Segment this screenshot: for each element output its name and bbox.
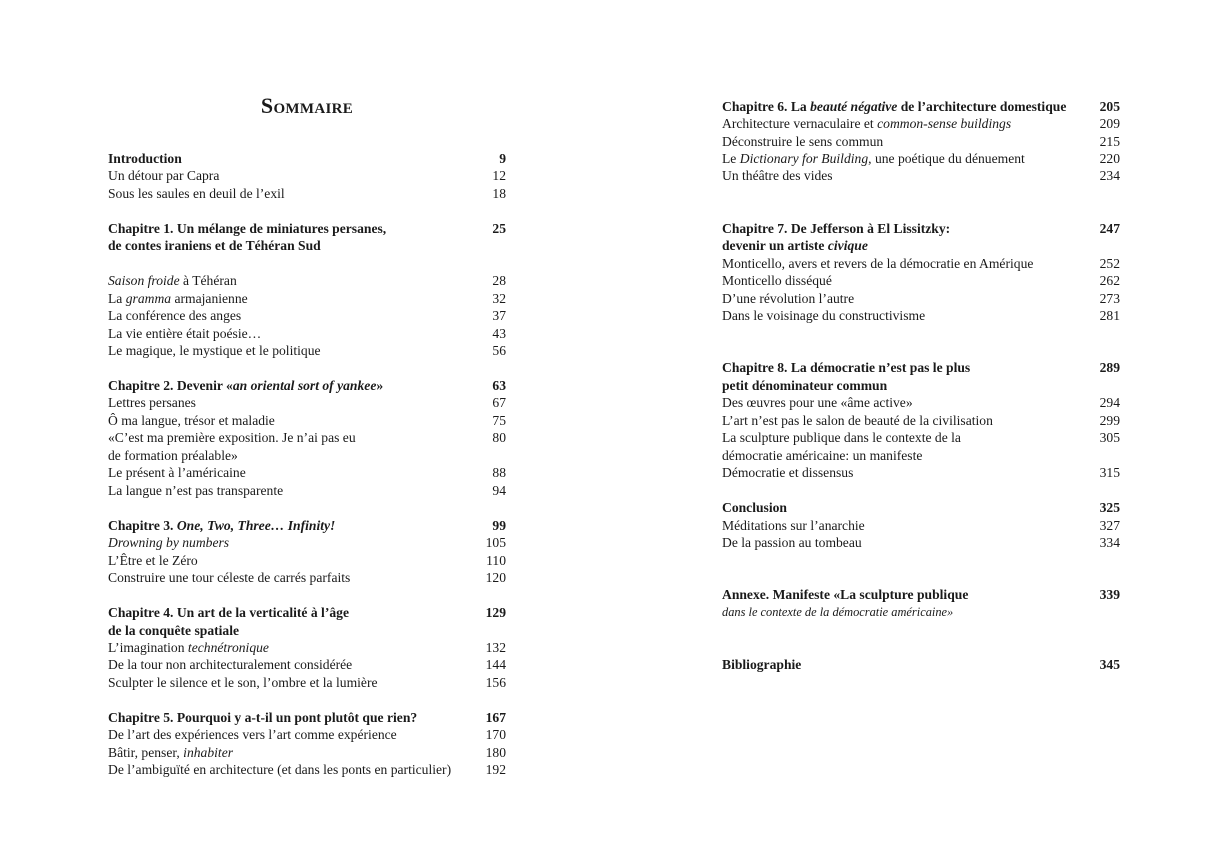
entry-title: Bâtir, penser, inhabiter <box>108 745 234 760</box>
entry-page-number: 281 <box>1099 308 1120 323</box>
right-toc-entry[interactable] <box>722 167 1120 185</box>
right-toc-entry[interactable] <box>722 98 1120 116</box>
left-toc-entry[interactable] <box>108 534 506 552</box>
entry-title: Lettres persanes <box>108 395 196 410</box>
left-toc-entry[interactable] <box>108 412 506 430</box>
entry-title: Chapitre 2. Devenir «an oriental sort of yankee» <box>108 378 384 393</box>
entry-page-number: 88 <box>492 465 506 480</box>
entry-title: de la conquête spatiale <box>108 623 240 638</box>
left-toc-entry[interactable] <box>108 622 506 640</box>
left-toc-entry[interactable] <box>108 185 506 203</box>
left-toc-entry[interactable] <box>108 325 506 343</box>
entry-page-number: 180 <box>485 745 506 760</box>
entry-title: D’une révolution l’autre <box>722 291 855 306</box>
right-toc-entry[interactable] <box>722 447 1120 465</box>
entry-page-number: 315 <box>1099 465 1120 480</box>
entry-page-number: 170 <box>485 727 506 742</box>
entry-title: De la tour non architecturalement considérée <box>108 657 353 672</box>
left-toc-entry[interactable] <box>108 447 506 465</box>
left-toc-entry[interactable] <box>108 150 506 168</box>
entry-page-number: 299 <box>1099 413 1120 428</box>
entry-page-number: 345 <box>1099 657 1120 672</box>
entry-title: L’Être et le Zéro <box>108 553 198 568</box>
right-toc-entry[interactable] <box>722 115 1120 133</box>
entry-title: devenir un artiste civique <box>722 238 868 253</box>
left-toc-entry[interactable] <box>108 674 506 692</box>
right-toc-entry[interactable] <box>722 150 1120 168</box>
right-toc-entry[interactable] <box>722 429 1120 447</box>
entry-title: La conférence des anges <box>108 308 242 323</box>
entry-page-number: 289 <box>1099 360 1120 375</box>
entry-title: De l’ambiguïté en architecture (et dans les ponts en particulier) <box>108 762 452 777</box>
entry-page-number: 132 <box>485 640 506 655</box>
left-toc-entry[interactable] <box>108 569 506 587</box>
entry-title: Déconstruire le sens commun <box>722 134 884 149</box>
right-toc-entry[interactable] <box>722 377 1120 395</box>
page-title: Sommaire <box>260 93 354 118</box>
entry-page-number: 12 <box>492 168 506 183</box>
entry-page-number: 110 <box>486 553 506 568</box>
entry-title: Ô ma langue, trésor et maladie <box>108 413 275 428</box>
entry-page-number: 325 <box>1099 500 1120 515</box>
right-toc-entry[interactable] <box>722 237 1120 255</box>
entry-page-number: 63 <box>492 378 506 393</box>
entry-title: L’imagination technétronique <box>108 640 269 655</box>
entry-title: Saison froide à Téhéran <box>108 273 237 288</box>
entry-title: Sous les saules en deuil de l’exil <box>108 186 285 201</box>
entry-title: Chapitre 6. La beauté négative de l’architecture domestique <box>722 99 1067 114</box>
entry-page-number: 56 <box>492 343 506 358</box>
entry-title: Chapitre 4. Un art de la verticalité à l’âge <box>108 605 349 620</box>
entry-title: Chapitre 3. One, Two, Three… Infinity! <box>108 518 336 533</box>
left-toc-entry[interactable] <box>108 656 506 674</box>
left-toc-entry[interactable] <box>108 307 506 325</box>
entry-title: Conclusion <box>722 500 787 515</box>
entry-title: La vie entière était poésie… <box>108 326 262 341</box>
entry-page-number: 9 <box>499 151 506 166</box>
entry-page-number: 32 <box>492 291 506 306</box>
right-toc-entry[interactable] <box>722 220 1120 238</box>
entry-title: Sculpter le silence et le son, l’ombre et la lumière <box>108 675 378 690</box>
entry-title: Chapitre 8. La démocratie n’est pas le plus <box>722 360 971 375</box>
entry-page-number: 144 <box>485 657 506 672</box>
entry-title: Un détour par Capra <box>108 168 220 183</box>
entry-page-number: 167 <box>485 710 506 725</box>
left-toc-entry[interactable] <box>108 394 506 412</box>
left-toc-entry[interactable] <box>108 272 506 290</box>
entry-page-number: 339 <box>1099 587 1120 602</box>
entry-title: Chapitre 5. Pourquoi y a-t-il un pont plutôt que rien? <box>108 710 418 725</box>
entry-page-number: 247 <box>1099 221 1120 236</box>
right-toc-entry[interactable] <box>722 394 1120 412</box>
entry-page-number: 273 <box>1099 291 1120 306</box>
entry-title: Le magique, le mystique et le politique <box>108 343 321 358</box>
right-toc-entry[interactable] <box>722 534 1120 552</box>
entry-title: Démocratie et dissensus <box>722 465 854 480</box>
entry-page-number: 156 <box>485 675 506 690</box>
left-toc-entry[interactable] <box>108 167 506 185</box>
right-toc-entry[interactable] <box>722 255 1120 273</box>
entry-title: La gramma armajanienne <box>108 291 248 306</box>
entry-page-number: 75 <box>492 413 506 428</box>
left-toc-entry[interactable] <box>108 482 506 500</box>
entry-title: Annexe. Manifeste «La sculpture publique <box>722 587 969 602</box>
entry-page-number: 99 <box>492 518 506 533</box>
right-toc-entry[interactable] <box>722 604 1120 622</box>
entry-title: La sculpture publique dans le contexte de la <box>722 430 961 445</box>
left-toc-entry[interactable] <box>108 639 506 657</box>
left-toc-entry[interactable] <box>108 290 506 308</box>
entry-page-number: 94 <box>492 483 506 498</box>
right-toc-entry[interactable] <box>722 133 1120 151</box>
entry-page-number: 209 <box>1099 116 1120 131</box>
entry-title: Chapitre 1. Un mélange de miniatures persanes, <box>108 221 387 236</box>
left-toc-entry[interactable] <box>108 342 506 360</box>
entry-title: Construire une tour céleste de carrés parfaits <box>108 570 351 585</box>
left-toc-entry[interactable] <box>108 377 506 395</box>
entry-page-number: 37 <box>492 308 506 323</box>
entry-title: Des œuvres pour une «âme active» <box>722 395 913 410</box>
entry-page-number: 80 <box>492 430 506 445</box>
right-toc-entry[interactable] <box>722 517 1120 535</box>
entry-title: démocratie américaine: un manifeste <box>722 448 923 463</box>
entry-title: Méditations sur l’anarchie <box>722 518 865 533</box>
left-toc-entry[interactable] <box>108 709 506 727</box>
right-toc-entry[interactable] <box>722 499 1120 517</box>
entry-page-number: 192 <box>485 762 506 777</box>
right-toc-entry[interactable] <box>722 656 1120 674</box>
right-toc-entry[interactable] <box>722 464 1120 482</box>
left-toc-entry[interactable] <box>108 220 506 238</box>
left-toc-entry[interactable] <box>108 464 506 482</box>
entry-title: De l’art des expériences vers l’art comme expérience <box>108 727 397 742</box>
entry-page-number: 262 <box>1099 273 1120 288</box>
entry-page-number: 67 <box>492 395 506 410</box>
entry-page-number: 28 <box>492 273 506 288</box>
left-toc-entry[interactable] <box>108 604 506 622</box>
entry-title: Introduction <box>108 151 182 166</box>
entry-title: «C’est ma première exposition. Je n’ai pas eu <box>108 430 356 445</box>
entry-title: Architecture vernaculaire et common-sense buildings <box>722 116 1012 131</box>
entry-page-number: 334 <box>1099 535 1120 550</box>
left-toc-entry[interactable] <box>108 744 506 762</box>
left-toc-entry[interactable] <box>108 429 506 447</box>
entry-page-number: 120 <box>485 570 506 585</box>
right-toc-entry[interactable] <box>722 412 1120 430</box>
entry-page-number: 305 <box>1099 430 1120 445</box>
entry-page-number: 294 <box>1099 395 1120 410</box>
right-toc-entry[interactable] <box>722 586 1120 604</box>
entry-title: petit dénominateur commun <box>722 378 888 393</box>
entry-title: De la passion au tombeau <box>722 535 862 550</box>
left-toc-entry[interactable] <box>108 552 506 570</box>
right-toc-entry[interactable] <box>722 359 1120 377</box>
right-toc-entry[interactable] <box>722 272 1120 290</box>
entry-page-number: 234 <box>1099 168 1120 183</box>
entry-page-number: 18 <box>492 186 506 201</box>
left-toc-entry[interactable] <box>108 761 506 779</box>
left-toc-entry[interactable] <box>108 726 506 744</box>
entry-page-number: 25 <box>492 221 506 236</box>
right-toc-entry[interactable] <box>722 290 1120 308</box>
entry-page-number: 220 <box>1099 151 1120 166</box>
left-toc-entry[interactable] <box>108 237 506 255</box>
entry-page-number: 105 <box>485 535 506 550</box>
entry-page-number: 252 <box>1099 256 1120 271</box>
right-toc-entry[interactable] <box>722 307 1120 325</box>
entry-page-number: 205 <box>1099 99 1120 114</box>
entry-page-number: 129 <box>485 605 506 620</box>
entry-title: Chapitre 7. De Jefferson à El Lissitzky: <box>722 221 951 236</box>
left-toc-entry[interactable] <box>108 517 506 535</box>
entry-title: Dans le voisinage du constructivisme <box>722 308 926 323</box>
entry-title: de formation préalable» <box>108 448 238 463</box>
entry-title: La langue n’est pas transparente <box>108 483 284 498</box>
entry-page-number: 215 <box>1099 134 1120 149</box>
entry-title: Monticello, avers et revers de la démocratie en Amérique <box>722 256 1034 271</box>
entry-title: Bibliographie <box>722 657 802 672</box>
entry-page-number: 327 <box>1099 518 1120 533</box>
entry-title: L’art n’est pas le salon de beauté de la civilisation <box>722 413 993 428</box>
entry-title: Un théâtre des vides <box>722 168 833 183</box>
entry-title: Le Dictionary for Building, une poétique du dénuement <box>722 151 1025 166</box>
entry-title: de contes iraniens et de Téhéran Sud <box>108 238 321 253</box>
entry-page-number: 43 <box>492 326 506 341</box>
entry-title: Monticello disséqué <box>722 273 832 288</box>
entry-title: Drowning by numbers <box>108 535 230 550</box>
entry-title: Le présent à l’américaine <box>108 465 246 480</box>
entry-title: dans le contexte de la démocratie américaine» <box>722 605 954 619</box>
